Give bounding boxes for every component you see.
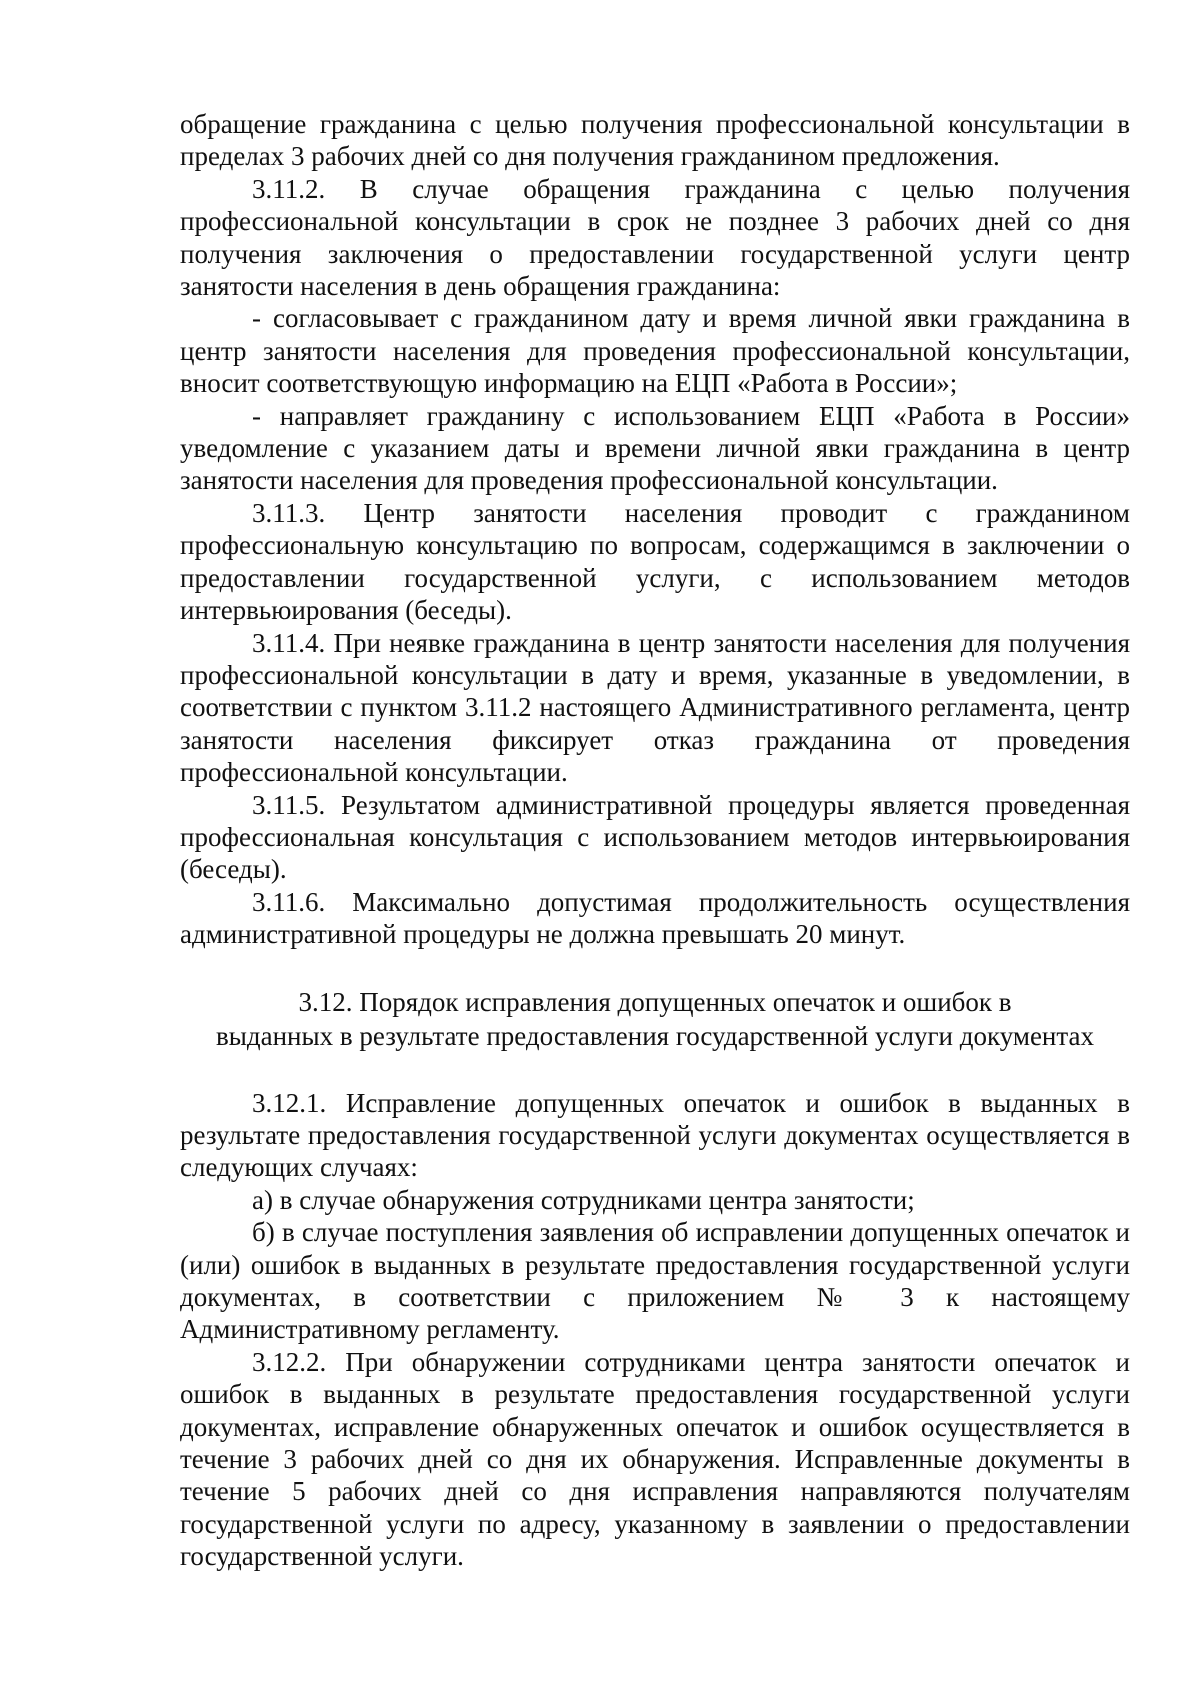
paragraph-case-b: б) в случае поступления заявления об исправлении допущенных опечаток и (или) ошибок в выданных в результате предоставления государственной услуги документах, в соответствии с приложением № 3 к настоящему Административному регламенту. bbox=[180, 1217, 1130, 1345]
document-page bbox=[180, 108, 1130, 1573]
paragraph-3-11-2: 3.11.2. В случае обращения гражданина с целью получения профессиональной консультации в срок не позднее 3 рабочих дней со дня получения заключения о предоставлении государственной услуги центр занятости населения в день обращения гражданина: bbox=[180, 173, 1130, 302]
paragraph-3-11-3: 3.11.3. Центр занятости населения проводит с гражданином профессиональную консультацию по вопросам, содержащимся в заключении о предоставлении государственной услуги, с использованием методов интервьюирования (беседы). bbox=[180, 497, 1130, 626]
paragraph-3-11-6: 3.11.6. Максимально допустимая продолжительность осуществления административной процедуры не должна превышать 20 минут. bbox=[180, 886, 1130, 950]
paragraph-case-a: а) в случае обнаружения сотрудниками центра занятости; bbox=[252, 1184, 915, 1215]
paragraph-3-12-1: 3.12.1. Исправление допущенных опечаток и ошибок в выданных в результате предоставления государственной услуги документах осуществляется в следующих случаях: bbox=[180, 1087, 1130, 1183]
paragraph-continuation: обращение гражданина с целью получения профессиональной консультации в пределах 3 рабочих дней со дня получения гражданином предложения. bbox=[180, 109, 1130, 172]
section-heading-line-2: выданных в результате предоставления государственной услуги документах bbox=[216, 1020, 1094, 1051]
paragraph-bullet-agree: - согласовывает с гражданином дату и время личной явки гражданина в центр занятости населения для проведения профессиональной консультации, вносит соответствующую информацию на ЕЦП «Работа в России»; bbox=[180, 303, 1130, 399]
section-heading-line-1: 3.12. Порядок исправления допущенных опечаток и ошибок в bbox=[298, 986, 1012, 1017]
paragraph-3-11-4: 3.11.4. При неявке гражданина в центр занятости населения для получения профессиональной консультации в дату и время, указанные в уведомлении, в соответствии с пунктом 3.11.2 настоящего Административного регламента, центр занятости населения фиксирует отказ гражданина от проведения профессиональной консультации. bbox=[180, 627, 1130, 788]
spacer bbox=[180, 951, 1130, 985]
paragraph-bullet-notify: - направляет гражданину с использованием ЕЦП «Работа в России» уведомление с указанием даты и времени личной явки гражданина в центр занятости населения для проведения профессиональной консультации. bbox=[180, 400, 1130, 496]
section-heading-3-12 bbox=[180, 985, 1130, 1053]
spacer bbox=[180, 1053, 1130, 1087]
paragraph-3-12-2: 3.12.2. При обнаружении сотрудниками центра занятости опечаток и ошибок в выданных в результате предоставления государственной услуги документах, исправление обнаруженных опечаток и ошибок осуществляется в течение 3 рабочих дней со дня их обнаружения. Исправленные документы в течение 5 рабочих дней со дня исправления направляются получателям государственной услуги по адресу, указанному в заявлении о предоставлении государственной услуги. bbox=[180, 1346, 1130, 1572]
paragraph-3-11-5: 3.11.5. Результатом административной процедуры является проведенная профессиональная консультация с использованием методов интервьюирования (беседы). bbox=[180, 789, 1130, 885]
